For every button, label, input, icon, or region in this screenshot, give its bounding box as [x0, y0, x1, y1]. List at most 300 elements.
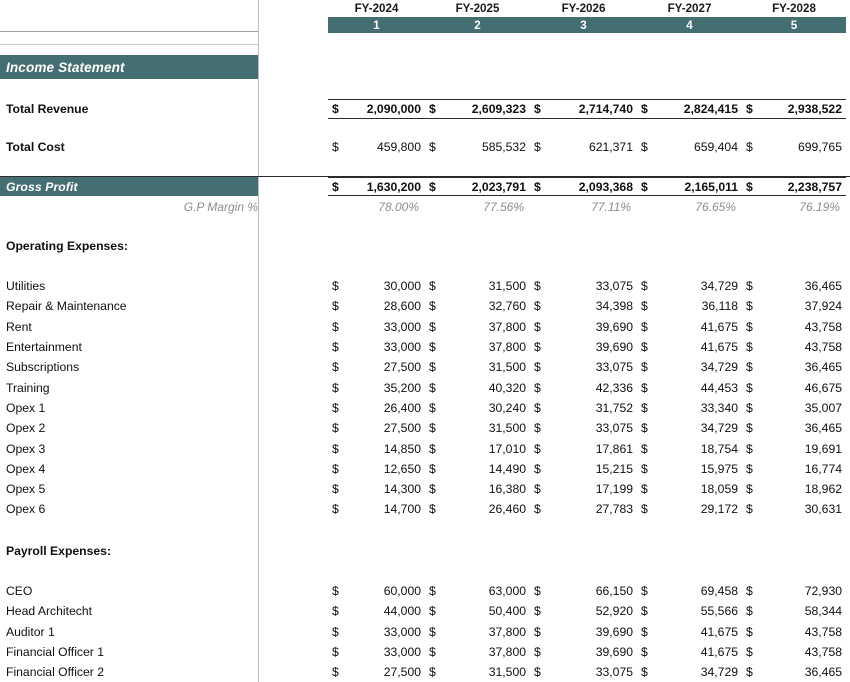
- cell-opex-11-y2[interactable]: [425, 499, 530, 519]
- currency-symbol: $: [429, 502, 436, 517]
- cell-value: 37,800: [488, 624, 526, 639]
- cell-value: 17,199: [595, 482, 633, 497]
- currency-symbol: $: [534, 179, 541, 194]
- cell-opex-3-y2[interactable]: [425, 337, 530, 357]
- currency-symbol: $: [641, 502, 648, 517]
- cell-opex-7-y3[interactable]: [530, 418, 637, 438]
- cell-payroll-4-y2[interactable]: [425, 662, 530, 682]
- period-index-3: 3: [580, 18, 587, 32]
- cell-payroll-2-y5[interactable]: [742, 622, 846, 642]
- cell-value: 43,758: [804, 624, 842, 639]
- cell-opex-8-y2[interactable]: [425, 438, 530, 458]
- currency-symbol: $: [534, 584, 541, 599]
- currency-symbol: $: [534, 665, 541, 680]
- cell-payroll-4-y1[interactable]: [328, 662, 425, 682]
- cell-value: 16,380: [488, 482, 526, 497]
- cell-payroll-4-y4[interactable]: [637, 662, 742, 682]
- cell-payroll-1-y2[interactable]: [425, 601, 530, 621]
- currency-symbol: $: [429, 461, 436, 476]
- cell-payroll-3-y2[interactable]: [425, 642, 530, 662]
- cell-value: 2,609,323: [471, 102, 526, 117]
- cell-value: 35,200: [383, 380, 421, 395]
- cell-payroll-0-y2[interactable]: [425, 581, 530, 601]
- header-rule-primary: [0, 31, 258, 32]
- gross-profit-label: Gross Profit: [6, 179, 78, 194]
- cell-value: 12,650: [383, 461, 421, 476]
- cell-payroll-3-y5[interactable]: [742, 642, 846, 662]
- cell-value: 14,850: [383, 441, 421, 456]
- currency-symbol: $: [641, 140, 648, 155]
- cell-payroll-1-y5[interactable]: [742, 601, 846, 621]
- cell-opex-4-y5[interactable]: [742, 357, 846, 377]
- currency-symbol: $: [332, 421, 339, 436]
- cell-value: 29,172: [700, 502, 738, 517]
- income-statement-section-header: [0, 55, 850, 79]
- currency-symbol: $: [332, 299, 339, 314]
- operating-expenses-section-header: [0, 236, 850, 256]
- cell-value: 39,690: [595, 340, 633, 355]
- cell-opex-8-y5[interactable]: [742, 438, 846, 458]
- cell-value: 2,238,757: [787, 179, 842, 194]
- currency-symbol: $: [534, 645, 541, 660]
- cell-value: 31,500: [488, 665, 526, 680]
- currency-symbol: $: [332, 102, 339, 117]
- cell-opex-4-y1[interactable]: [328, 357, 425, 377]
- currency-symbol: $: [641, 584, 648, 599]
- currency-symbol: $: [641, 319, 648, 334]
- currency-symbol: $: [641, 624, 648, 639]
- payroll-row: [0, 601, 850, 621]
- cell-opex-1-y1[interactable]: [328, 296, 425, 316]
- currency-symbol: $: [332, 482, 339, 497]
- cell-value: 1,630,200: [366, 179, 421, 194]
- currency-symbol: $: [746, 665, 753, 680]
- opex-row: [0, 357, 850, 377]
- cell-opex-6-y1[interactable]: [328, 398, 425, 418]
- cell-opex-6-y4[interactable]: [637, 398, 742, 418]
- cell-payroll-1-y4[interactable]: [637, 601, 742, 621]
- opex-row: [0, 459, 850, 479]
- payroll-row: [0, 581, 850, 601]
- cell-gp-margin-y2[interactable]: [425, 197, 530, 217]
- cell-payroll-1-y3[interactable]: [530, 601, 637, 621]
- cell-value: 17,861: [595, 441, 633, 456]
- cell-value: 30,631: [804, 502, 842, 517]
- cell-opex-5-y1[interactable]: [328, 378, 425, 398]
- opex-label-8: Opex 3: [6, 441, 46, 456]
- currency-symbol: $: [746, 584, 753, 599]
- cell-value: 34,729: [700, 665, 738, 680]
- opex-label-3: Entertainment: [6, 340, 82, 355]
- currency-symbol: $: [429, 102, 436, 117]
- cell-value: 2,090,000: [366, 102, 421, 117]
- cell-total-cost-y3[interactable]: [530, 137, 637, 157]
- cell-value: 621,371: [588, 140, 633, 155]
- period-index-2: 2: [474, 18, 481, 32]
- cell-value: 50,400: [488, 604, 526, 619]
- payroll-expenses-title: Payroll Expenses:: [6, 544, 111, 559]
- currency-symbol: $: [534, 279, 541, 294]
- cell-opex-7-y5[interactable]: [742, 418, 846, 438]
- currency-symbol: $: [534, 461, 541, 476]
- cell-gross-profit-y2[interactable]: [425, 177, 530, 196]
- opex-label-11: Opex 6: [6, 502, 46, 517]
- cell-gp-margin-y1[interactable]: [328, 197, 425, 217]
- cell-payroll-3-y1[interactable]: [328, 642, 425, 662]
- payroll-label-0: CEO: [6, 584, 33, 599]
- currency-symbol: $: [429, 179, 436, 194]
- cell-opex-10-y2[interactable]: [425, 479, 530, 499]
- income-statement-title: Income Statement: [6, 59, 125, 75]
- cell-value: 31,500: [488, 279, 526, 294]
- cell-value: 2,093,368: [578, 179, 633, 194]
- cell-opex-3-y5[interactable]: [742, 337, 846, 357]
- currency-symbol: $: [534, 421, 541, 436]
- cell-opex-5-y4[interactable]: [637, 378, 742, 398]
- cell-gross-profit-y1[interactable]: [328, 177, 425, 196]
- cell-payroll-0-y5[interactable]: [742, 581, 846, 601]
- cell-total-revenue-y4[interactable]: [637, 99, 742, 119]
- opex-row: [0, 276, 850, 296]
- fiscal-year-label-5: FY-2028: [772, 1, 816, 15]
- currency-symbol: $: [332, 461, 339, 476]
- cell-opex-3-y4[interactable]: [637, 337, 742, 357]
- cell-value: 33,000: [383, 319, 421, 334]
- cell-value: 659,404: [693, 140, 738, 155]
- cell-value: 17,010: [488, 441, 526, 456]
- cell-value: 459,800: [376, 140, 421, 155]
- cell-value: 55,566: [700, 604, 738, 619]
- opex-row: [0, 438, 850, 458]
- cell-value: 77.56%: [483, 200, 524, 215]
- cell-value: 36,465: [804, 360, 842, 375]
- currency-symbol: $: [746, 421, 753, 436]
- currency-symbol: $: [746, 400, 753, 415]
- currency-symbol: $: [641, 179, 648, 194]
- currency-symbol: $: [641, 482, 648, 497]
- currency-symbol: $: [429, 645, 436, 660]
- total-revenue-label: Total Revenue: [6, 102, 89, 117]
- cell-value: 37,800: [488, 645, 526, 660]
- cell-value: 699,765: [797, 140, 842, 155]
- cell-opex-3-y1[interactable]: [328, 337, 425, 357]
- currency-symbol: $: [746, 319, 753, 334]
- period-index-4: 4: [686, 18, 693, 32]
- fiscal-year-label-1: FY-2024: [354, 1, 399, 15]
- cell-opex-4-y2[interactable]: [425, 357, 530, 377]
- cell-value: 14,490: [488, 461, 526, 476]
- cell-gross-profit-y5[interactable]: [742, 177, 846, 196]
- currency-symbol: $: [534, 319, 541, 334]
- cell-total-cost-y1[interactable]: [328, 137, 425, 157]
- opex-label-6: Opex 1: [6, 400, 46, 415]
- currency-symbol: $: [429, 584, 436, 599]
- cell-payroll-3-y4[interactable]: [637, 642, 742, 662]
- opex-row: [0, 479, 850, 499]
- cell-opex-0-y3[interactable]: [530, 276, 637, 296]
- cell-opex-2-y1[interactable]: [328, 317, 425, 337]
- currency-symbol: $: [641, 665, 648, 680]
- currency-symbol: $: [641, 645, 648, 660]
- gp-margin-row: [0, 197, 850, 217]
- currency-symbol: $: [534, 340, 541, 355]
- currency-symbol: $: [641, 461, 648, 476]
- currency-symbol: $: [332, 645, 339, 660]
- cell-payroll-0-y1[interactable]: [328, 581, 425, 601]
- cell-value: 46,675: [804, 380, 842, 395]
- cell-opex-3-y3[interactable]: [530, 337, 637, 357]
- currency-symbol: $: [746, 482, 753, 497]
- cell-opex-10-y3[interactable]: [530, 479, 637, 499]
- cell-value: 76.65%: [695, 200, 736, 215]
- opex-label-7: Opex 2: [6, 421, 46, 436]
- currency-symbol: $: [332, 360, 339, 375]
- cell-value: 15,975: [700, 461, 738, 476]
- cell-opex-4-y4[interactable]: [637, 357, 742, 377]
- cell-opex-8-y4[interactable]: [637, 438, 742, 458]
- currency-symbol: $: [429, 604, 436, 619]
- currency-symbol: $: [641, 604, 648, 619]
- currency-symbol: $: [641, 441, 648, 456]
- cell-value: 31,500: [488, 421, 526, 436]
- cell-opex-9-y3[interactable]: [530, 459, 637, 479]
- cell-value: 18,754: [700, 441, 738, 456]
- currency-symbol: $: [534, 360, 541, 375]
- cell-opex-6-y5[interactable]: [742, 398, 846, 418]
- cell-opex-8-y3[interactable]: [530, 438, 637, 458]
- cell-opex-7-y4[interactable]: [637, 418, 742, 438]
- currency-symbol: $: [429, 441, 436, 456]
- cell-opex-1-y3[interactable]: [530, 296, 637, 316]
- opex-row: [0, 418, 850, 438]
- currency-symbol: $: [332, 665, 339, 680]
- currency-symbol: $: [429, 140, 436, 155]
- currency-symbol: $: [641, 102, 648, 117]
- fiscal-year-label-2: FY-2025: [455, 1, 500, 15]
- currency-symbol: $: [641, 380, 648, 395]
- cell-value: 41,675: [700, 340, 738, 355]
- cell-opex-1-y2[interactable]: [425, 296, 530, 316]
- cell-gp-margin-y4[interactable]: [637, 197, 742, 217]
- cell-opex-10-y4[interactable]: [637, 479, 742, 499]
- currency-symbol: $: [746, 279, 753, 294]
- cell-payroll-3-y3[interactable]: [530, 642, 637, 662]
- cell-total-revenue-y1[interactable]: [328, 99, 425, 119]
- cell-total-revenue-y2[interactable]: [425, 99, 530, 119]
- cell-value: 43,758: [804, 319, 842, 334]
- opex-row: [0, 296, 850, 316]
- cell-opex-1-y4[interactable]: [637, 296, 742, 316]
- gp-margin-label: G.P Margin %: [183, 200, 258, 215]
- cell-payroll-2-y1[interactable]: [328, 622, 425, 642]
- currency-symbol: $: [641, 340, 648, 355]
- cell-value: 2,824,415: [683, 102, 738, 117]
- cell-opex-11-y5[interactable]: [742, 499, 846, 519]
- total-revenue-row: [0, 99, 850, 119]
- cell-opex-7-y1[interactable]: [328, 418, 425, 438]
- cell-payroll-4-y3[interactable]: [530, 662, 637, 682]
- cell-value: 63,000: [488, 584, 526, 599]
- currency-symbol: $: [429, 624, 436, 639]
- cell-value: 18,962: [804, 482, 842, 497]
- cell-value: 32,760: [488, 299, 526, 314]
- cell-value: 36,465: [804, 665, 842, 680]
- currency-symbol: $: [746, 102, 753, 117]
- cell-payroll-1-y1[interactable]: [328, 601, 425, 621]
- cell-value: 33,075: [595, 279, 633, 294]
- cell-value: 41,675: [700, 319, 738, 334]
- cell-payroll-2-y3[interactable]: [530, 622, 637, 642]
- cell-opex-10-y1[interactable]: [328, 479, 425, 499]
- cell-value: 39,690: [595, 319, 633, 334]
- currency-symbol: $: [746, 502, 753, 517]
- opex-row: [0, 337, 850, 357]
- cell-total-cost-y2[interactable]: [425, 137, 530, 157]
- cell-value: 27,783: [595, 502, 633, 517]
- cell-value: 42,336: [595, 380, 633, 395]
- opex-label-2: Rent: [6, 319, 32, 334]
- opex-row: [0, 378, 850, 398]
- gross-profit-row: [0, 176, 850, 196]
- cell-payroll-2-y4[interactable]: [637, 622, 742, 642]
- currency-symbol: $: [534, 624, 541, 639]
- period-index-5: 5: [790, 18, 798, 32]
- currency-symbol: $: [746, 645, 753, 660]
- cell-opex-0-y1[interactable]: [328, 276, 425, 296]
- opex-label-9: Opex 4: [6, 461, 46, 476]
- cell-opex-2-y5[interactable]: [742, 317, 846, 337]
- cell-value: 585,532: [481, 140, 526, 155]
- cell-total-revenue-y5[interactable]: [742, 99, 846, 119]
- currency-symbol: $: [641, 421, 648, 436]
- opex-label-1: Repair & Maintenance: [6, 299, 127, 314]
- cell-payroll-4-y5[interactable]: [742, 662, 846, 682]
- cell-opex-7-y2[interactable]: [425, 418, 530, 438]
- cell-opex-6-y2[interactable]: [425, 398, 530, 418]
- cell-opex-2-y3[interactable]: [530, 317, 637, 337]
- cell-value: 2,165,011: [684, 179, 738, 194]
- payroll-row: [0, 662, 850, 682]
- cell-value: 14,300: [383, 482, 421, 497]
- cell-opex-2-y2[interactable]: [425, 317, 530, 337]
- currency-symbol: $: [332, 340, 339, 355]
- payroll-expenses-section-header: [0, 541, 850, 561]
- cell-value: 26,460: [488, 502, 526, 517]
- cell-gross-profit-y4[interactable]: [637, 177, 742, 196]
- cell-opex-10-y5[interactable]: [742, 479, 846, 499]
- cell-opex-5-y2[interactable]: [425, 378, 530, 398]
- currency-symbol: $: [534, 441, 541, 456]
- cell-total-cost-y4[interactable]: [637, 137, 742, 157]
- cell-opex-5-y3[interactable]: [530, 378, 637, 398]
- total-cost-label: Total Cost: [6, 140, 65, 155]
- cell-opex-6-y3[interactable]: [530, 398, 637, 418]
- cell-opex-0-y5[interactable]: [742, 276, 846, 296]
- payroll-label-2: Auditor 1: [6, 624, 55, 639]
- currency-symbol: $: [332, 140, 339, 155]
- payroll-label-1: Head Architecht: [6, 604, 93, 619]
- cell-opex-5-y5[interactable]: [742, 378, 846, 398]
- fiscal-year-label-4: FY-2027: [667, 1, 712, 15]
- cell-total-cost-y5[interactable]: [742, 137, 846, 157]
- cell-value: 2,714,740: [578, 102, 633, 117]
- currency-symbol: $: [332, 604, 339, 619]
- currency-symbol: $: [534, 299, 541, 314]
- cell-total-revenue-y3[interactable]: [530, 99, 637, 119]
- cell-value: 34,729: [700, 279, 738, 294]
- cell-value: 77.11%: [591, 200, 631, 215]
- cell-value: 34,729: [700, 360, 738, 375]
- cell-value: 27,500: [383, 665, 421, 680]
- cell-value: 44,453: [700, 380, 738, 395]
- cell-value: 31,500: [488, 360, 526, 375]
- cell-value: 19,691: [804, 441, 842, 456]
- cell-opex-1-y5[interactable]: [742, 296, 846, 316]
- cell-value: 78.00%: [378, 200, 419, 215]
- header-rule-secondary: [0, 44, 258, 45]
- currency-symbol: $: [332, 179, 339, 194]
- currency-symbol: $: [534, 604, 541, 619]
- cell-opex-9-y5[interactable]: [742, 459, 846, 479]
- cell-gp-margin-y5[interactable]: [742, 197, 846, 217]
- cell-opex-9-y2[interactable]: [425, 459, 530, 479]
- cell-payroll-2-y2[interactable]: [425, 622, 530, 642]
- cell-value: 36,118: [701, 299, 738, 314]
- cell-value: 18,059: [700, 482, 738, 497]
- currency-symbol: $: [332, 380, 339, 395]
- opex-row: [0, 398, 850, 418]
- cell-opex-9-y4[interactable]: [637, 459, 742, 479]
- cell-opex-11-y3[interactable]: [530, 499, 637, 519]
- currency-symbol: $: [534, 102, 541, 117]
- cell-value: 2,023,791: [471, 179, 526, 194]
- cell-opex-2-y4[interactable]: [637, 317, 742, 337]
- opex-row: [0, 317, 850, 337]
- currency-symbol: $: [534, 482, 541, 497]
- cell-value: 37,800: [488, 340, 526, 355]
- currency-symbol: $: [332, 400, 339, 415]
- cell-value: 31,752: [595, 400, 633, 415]
- cell-value: 28,600: [383, 299, 421, 314]
- cell-opex-4-y3[interactable]: [530, 357, 637, 377]
- cell-opex-11-y4[interactable]: [637, 499, 742, 519]
- cell-gross-profit-y3[interactable]: [530, 177, 637, 196]
- currency-symbol: $: [641, 279, 648, 294]
- currency-symbol: $: [534, 400, 541, 415]
- currency-symbol: $: [746, 340, 753, 355]
- cell-value: 40,320: [488, 380, 526, 395]
- opex-label-4: Subscriptions: [6, 360, 80, 375]
- cell-opex-0-y2[interactable]: [425, 276, 530, 296]
- currency-symbol: $: [746, 179, 753, 194]
- cell-opex-0-y4[interactable]: [637, 276, 742, 296]
- cell-gp-margin-y3[interactable]: [530, 197, 637, 217]
- cell-value: 37,924: [804, 299, 842, 314]
- payroll-row: [0, 642, 850, 662]
- currency-symbol: $: [429, 400, 436, 415]
- currency-symbol: $: [746, 140, 753, 155]
- currency-symbol: $: [641, 360, 648, 375]
- cell-opex-9-y1[interactable]: [328, 459, 425, 479]
- cell-payroll-0-y3[interactable]: [530, 581, 637, 601]
- cell-payroll-0-y4[interactable]: [637, 581, 742, 601]
- currency-symbol: $: [534, 502, 541, 517]
- currency-symbol: $: [429, 299, 436, 314]
- cell-opex-11-y1[interactable]: [328, 499, 425, 519]
- cell-value: 33,000: [383, 624, 421, 639]
- cell-opex-8-y1[interactable]: [328, 438, 425, 458]
- cell-value: 34,398: [595, 299, 633, 314]
